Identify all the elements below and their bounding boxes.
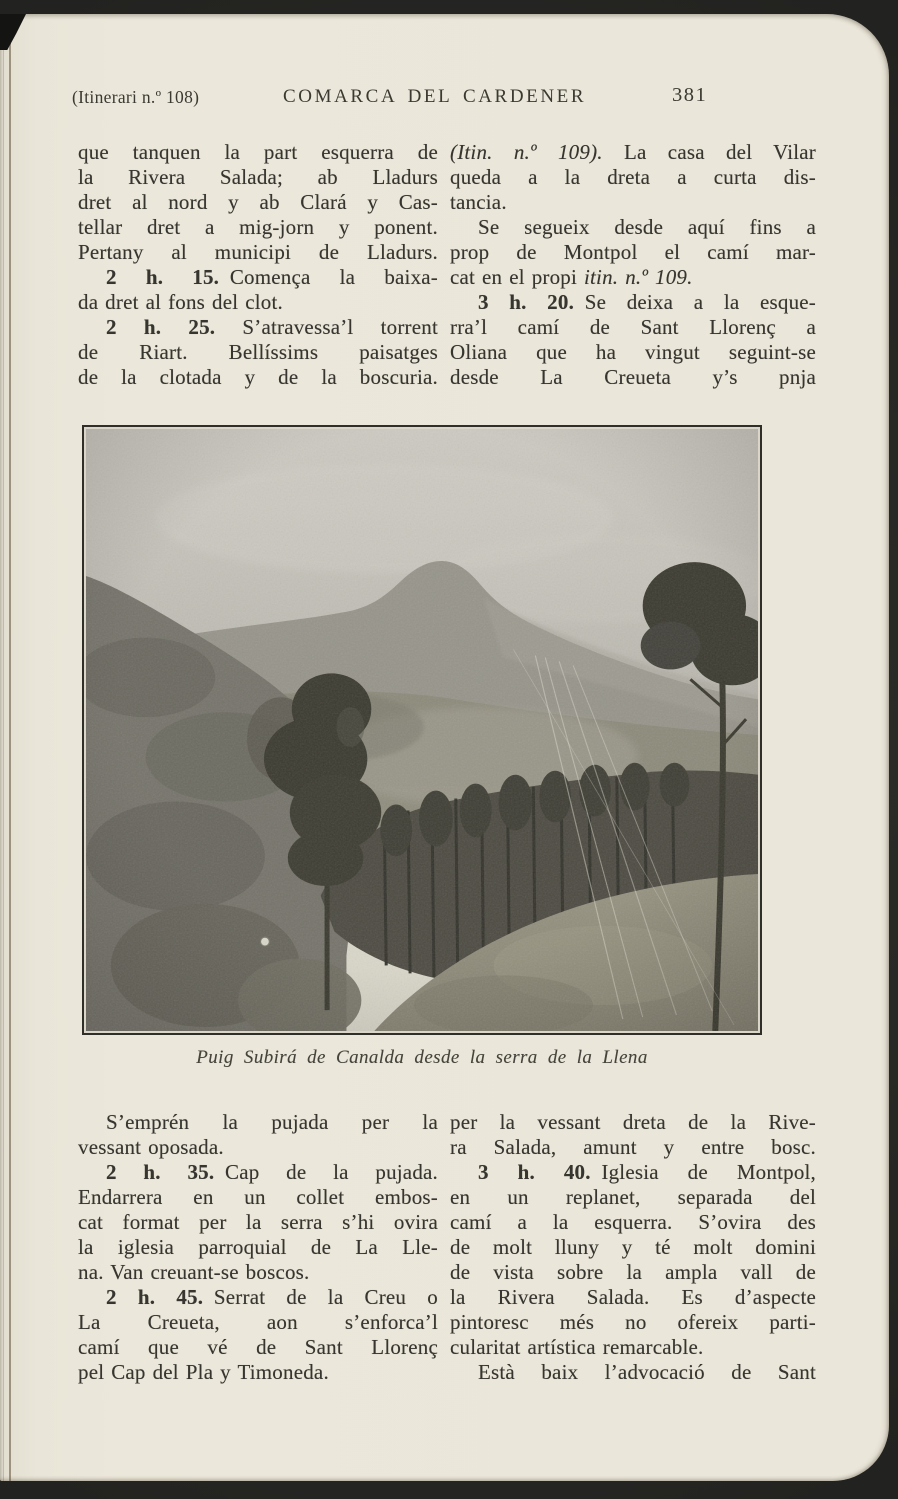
column-top-left (78, 140, 438, 390)
text-line (78, 265, 438, 290)
body-text: S’emprén la pujada per la (106, 1110, 438, 1134)
text-line (78, 290, 438, 315)
body-text: rra’l camí de Sant Llorenç a (450, 315, 816, 339)
body-text: de Riart. Bellíssims paisatges (78, 340, 438, 364)
text-line (78, 140, 438, 165)
body-text: camí que vé de Sant Llorenç (78, 1335, 438, 1359)
text-line (78, 1135, 438, 1160)
body-text: La Creueta, aon s’enforca’l (78, 1310, 438, 1334)
body-text: da dret al fons del clot. (78, 290, 283, 314)
body-text: Se deixa a la esque- (574, 290, 816, 314)
text-line (450, 140, 816, 165)
text-line (78, 1335, 438, 1360)
landscape-photo (86, 429, 758, 1031)
time-marker: 3 h. 20. (478, 290, 575, 314)
body-text: per la vessant dreta de la Rive- (450, 1110, 816, 1134)
italic-reference: (Itin. n.º 109). (450, 140, 603, 164)
time-marker: 2 h. 25. (106, 315, 216, 339)
body-text: la Rivera Salada. Es d’aspecte (450, 1285, 816, 1309)
body-text: Serrat de la Creu o (203, 1285, 438, 1309)
time-marker: 2 h. 45. (106, 1285, 204, 1309)
body-text: na. Van creuant-se boscos. (78, 1260, 310, 1284)
body-text: Cap de la pujada. (214, 1160, 438, 1184)
text-line (450, 240, 816, 265)
text-line (78, 1360, 438, 1385)
page-title: COMARCA DEL CARDENER (283, 86, 587, 107)
text-line (450, 1335, 816, 1360)
column-bottom-left (78, 1110, 438, 1385)
time-marker: 2 h. 15. (106, 265, 220, 289)
text-line (78, 1185, 438, 1210)
text-line (450, 265, 816, 290)
text-line (450, 340, 816, 365)
text-line (450, 190, 816, 215)
body-text: cat format per la serra s’hi ovira (78, 1210, 438, 1234)
page-corner-notch (0, 14, 26, 50)
text-line (450, 1235, 816, 1260)
body-text: camí a la esquerra. S’ovira des (450, 1210, 816, 1234)
body-text: S’atravessa’l torrent (215, 315, 438, 339)
photo-figure (82, 425, 762, 1035)
text-line (78, 365, 438, 390)
body-text: en un replanet, separada del (450, 1185, 816, 1209)
body-text: cularitat artística remarcable. (450, 1335, 704, 1359)
text-line (78, 1285, 438, 1310)
text-line (450, 1285, 816, 1310)
body-text: dret al nord y ab Clará y Cas- (78, 190, 438, 214)
text-line (450, 1260, 816, 1285)
text-line (78, 1160, 438, 1185)
body-text: cat en el propi (450, 265, 584, 289)
book-page (0, 14, 889, 1481)
text-line (78, 1110, 438, 1135)
text-line (450, 165, 816, 190)
body-text: de vista sobre la ampla vall de (450, 1260, 816, 1284)
text-line (450, 365, 816, 390)
body-text: la iglesia parroquial de La Lle- (78, 1235, 438, 1259)
body-text: Se segueix desde aquí fins a (478, 215, 816, 239)
body-text: de molt lluny y té molt domini (450, 1235, 816, 1259)
column-top-right (450, 140, 816, 390)
body-text: pel Cap del Pla y Timoneda. (78, 1360, 329, 1384)
text-line (450, 1360, 816, 1385)
body-text: vessant oposada. (78, 1135, 224, 1159)
text-line (78, 1235, 438, 1260)
body-text: ra Salada, amunt y entre bosc. (450, 1135, 816, 1159)
text-line (78, 165, 438, 190)
text-line (78, 315, 438, 340)
body-text: que tanquen la part esquerra de (78, 140, 438, 164)
text-line (78, 215, 438, 240)
text-line (450, 315, 816, 340)
body-text: La casa del Vilar (602, 140, 816, 164)
text-line (450, 1160, 816, 1185)
binding-gutter-line (3, 14, 4, 1481)
body-text: Iglesia de Montpol, (590, 1160, 817, 1184)
body-text: queda a la dreta a curta dis- (450, 165, 816, 189)
text-line (450, 1210, 816, 1235)
binding-gutter-line (9, 14, 11, 1481)
text-line (450, 1135, 816, 1160)
body-text: Endarrera en un collet embos- (78, 1185, 438, 1209)
photo-caption: Puig Subirá de Canalda desde la serra de la Llena (196, 1047, 648, 1068)
itinerary-label: (Itinerari n.º 108) (72, 87, 200, 107)
text-line (78, 240, 438, 265)
text-line (78, 1260, 438, 1285)
time-marker: 2 h. 35. (106, 1160, 215, 1184)
body-text: desde La Creueta y’s pnja (450, 365, 816, 389)
text-line (78, 1310, 438, 1335)
text-line (78, 190, 438, 215)
body-text: Està baix l’advocació de Sant (478, 1360, 816, 1384)
text-line (450, 1110, 816, 1135)
body-text: la Rivera Salada; ab Lladurs (78, 165, 438, 189)
body-text: de la clotada y de la boscuria. (78, 365, 438, 389)
time-marker: 3 h. 40. (478, 1160, 591, 1184)
page-number: 381 (672, 84, 708, 106)
text-line (78, 1210, 438, 1235)
text-line (450, 1310, 816, 1335)
body-text: Pertany al municipi de Lladurs. (78, 240, 438, 264)
body-text: pintoresc més no ofereix parti- (450, 1310, 816, 1334)
body-text: tancia. (450, 190, 507, 214)
text-line (450, 215, 816, 240)
body-text: prop de Montpol el camí mar- (450, 240, 816, 264)
body-text: Oliana que ha vingut seguint-se (450, 340, 816, 364)
running-header (0, 84, 889, 114)
column-bottom-right (450, 1110, 816, 1385)
body-text: tellar dret a mig-jorn y ponent. (78, 215, 438, 239)
text-line (450, 1185, 816, 1210)
text-line (450, 290, 816, 315)
text-line (78, 340, 438, 365)
italic-reference: itin. n.º 109. (583, 265, 693, 289)
body-text: Comença la baixa- (219, 265, 438, 289)
halftone-grain (86, 429, 758, 1031)
